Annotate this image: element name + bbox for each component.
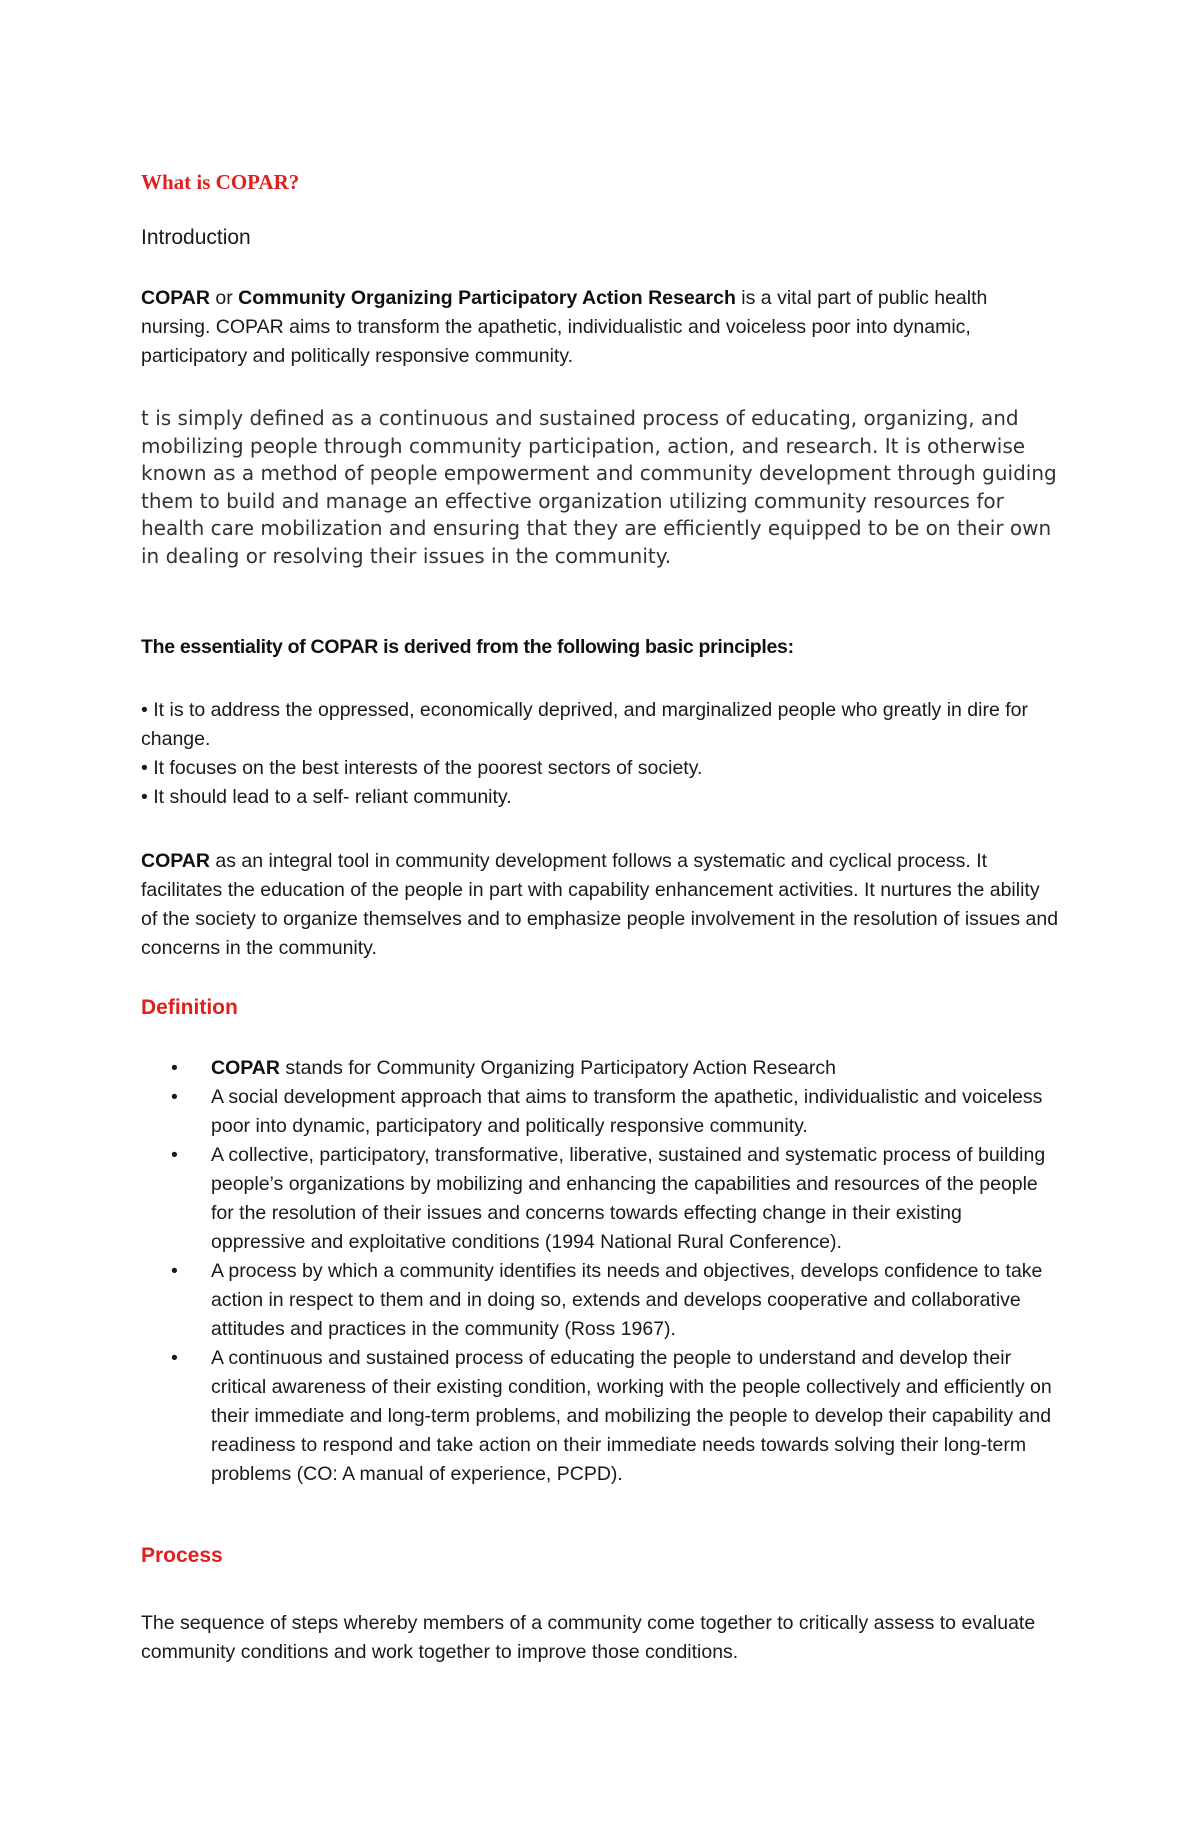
principle-item: • It is to address the oppressed, economically deprived, and marginalized people who greatly in dire for change. bbox=[141, 699, 1028, 750]
process-paragraph: The sequence of steps whereby members of a community come together to critically assess to evaluate community conditions and work together to improve those conditions. bbox=[141, 1612, 1036, 1663]
process-heading: Process bbox=[141, 1544, 223, 1567]
bullet-dot: • bbox=[141, 786, 148, 808]
copar-term: COPAR bbox=[141, 287, 210, 309]
introduction-text: is a vital part of public health nursing. COPAR aims to transform the apathetic, individualistic and voiceless poor into dynamic, participatory and politically responsive community. bbox=[141, 287, 988, 367]
bullet-dot: • bbox=[141, 757, 148, 779]
copar-full-term: Community Organizing Participatory Action Research bbox=[238, 287, 736, 309]
definition-item: • A continuous and sustained process of educating the people to understand and develop their critical awareness of their existing condition, working with the people collectively and efficiently on their immediate and long-term problems, and mobilizing the people to develop their capability and readiness to respond and take action on their immediate needs towards solving their long-term problems (CO: A manual of experience, PCPD). bbox=[141, 1344, 1061, 1489]
copar-term: COPAR bbox=[141, 850, 210, 872]
definition-item: • A social development approach that aims to transform the apathetic, individualistic and voiceless poor into dynamic, participatory and politically responsive community. bbox=[141, 1083, 1061, 1141]
bullet-dot: • bbox=[171, 1260, 178, 1282]
principle-item: • It focuses on the best interests of the poorest sectors of society. bbox=[141, 757, 703, 779]
definition-paragraph: t is simply defined as a continuous and sustained process of educating, organizing, and mobilizing people through community participation, action, and research. It is otherwise known as a method of people empowerment and community development through guiding them to build and manage an effective organization utilizing community resources for health care mobilization and ensuring that they are efficiently equipped to be on their own in dealing or resolving their issues in the community. bbox=[141, 406, 1057, 568]
introduction-paragraph bbox=[141, 284, 1061, 371]
bullet-dot: • bbox=[171, 1347, 178, 1369]
definition-list bbox=[141, 1054, 1061, 1489]
bullet-dot: • bbox=[171, 1144, 178, 1166]
principles-heading: The essentiality of COPAR is derived from the following basic principles: bbox=[141, 636, 794, 658]
introduction-heading: Introduction bbox=[141, 226, 251, 249]
definition-heading: Definition bbox=[141, 996, 238, 1019]
bullet-dot: • bbox=[141, 699, 148, 721]
definition-item: • COPAR stands for Community Organizing Participatory Action Research bbox=[141, 1054, 1061, 1083]
definition-item: • A process by which a community identifies its needs and objectives, develops confidence to take action in respect to them and in doing so, extends and develops cooperative and collaborative attitudes and practices in the community (Ross 1967). bbox=[141, 1257, 1061, 1344]
document-title: What is COPAR? bbox=[141, 170, 300, 194]
bullet-dot: • bbox=[171, 1086, 178, 1108]
integral-tool-paragraph: COPAR as an integral tool in community development follows a systematic and cyclical process. It facilitates the education of the people in part with capability enhancement activities. It nurtures the ability of the society to organize themselves and to emphasize people involvement in the resolution of issues and concerns in the community. bbox=[141, 850, 1059, 959]
bullet-dot: • bbox=[171, 1057, 178, 1079]
copar-term: COPAR bbox=[211, 1057, 280, 1079]
principles-list bbox=[141, 696, 1061, 812]
principle-item: • It should lead to a self- reliant community. bbox=[141, 786, 512, 808]
or-connector: or bbox=[209, 287, 239, 309]
definition-item: • A collective, participatory, transformative, liberative, sustained and systematic process of building people’s organizations by mobilizing and enhancing the capabilities and resources of the people for the resolution of their issues and concerns towards effecting change in their existing oppressive and exploitative conditions (1994 National Rural Conference). bbox=[141, 1141, 1061, 1257]
